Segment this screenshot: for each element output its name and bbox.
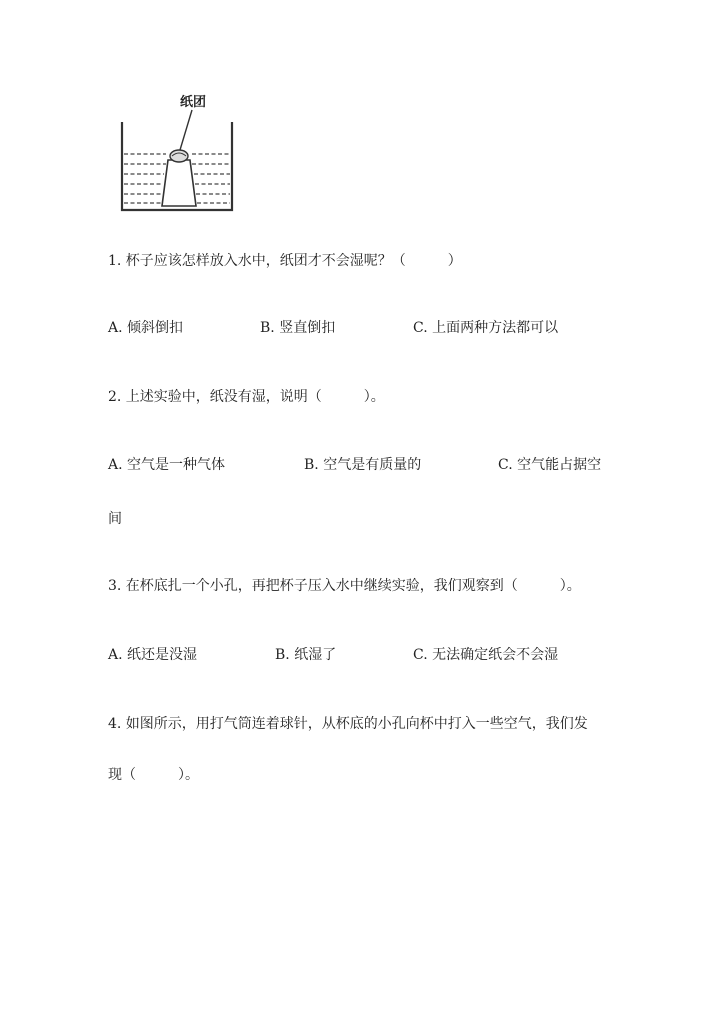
question-4-stem-line-1: 4. 如图所示，用打气筒连着球针，从杯底的小孔向杯中打入一些空气，我们发	[108, 716, 588, 732]
question-1-stem: 1. 杯子应该怎样放入水中，纸团才不会湿呢？（ ）	[108, 253, 462, 269]
question-3-option-b[interactable]: B. 纸湿了	[275, 647, 337, 663]
question-3-option-a[interactable]: A. 纸还是没湿	[108, 647, 198, 663]
question-2-option-a[interactable]: A. 空气是一种气体	[108, 457, 226, 473]
inverted-cup	[162, 160, 196, 206]
label-pointer	[180, 110, 192, 150]
question-1-option-c[interactable]: C. 上面两种方法都可以	[413, 320, 559, 336]
question-1-option-a[interactable]: A. 倾斜倒扣	[108, 320, 184, 336]
question-4-stem-line-2: 现（ ）。	[108, 767, 199, 783]
question-3-stem: 3. 在杯底扎一个小孔，再把杯子压入水中继续实验，我们观察到（ ）。	[108, 578, 581, 594]
question-3-option-c[interactable]: C. 无法确定纸会不会湿	[413, 647, 559, 663]
question-2-option-b[interactable]: B. 空气是有质量的	[304, 457, 422, 473]
question-1-option-b[interactable]: B. 竖直倒扣	[260, 320, 336, 336]
question-2-stem: 2. 上述实验中，纸没有湿，说明（ ）。	[108, 389, 385, 405]
figure-label: 纸团	[180, 95, 207, 110]
experiment-figure	[108, 86, 238, 218]
question-2-option-c-continued: 间	[108, 511, 122, 527]
question-2-option-c[interactable]: C. 空气能占据空	[498, 457, 602, 473]
